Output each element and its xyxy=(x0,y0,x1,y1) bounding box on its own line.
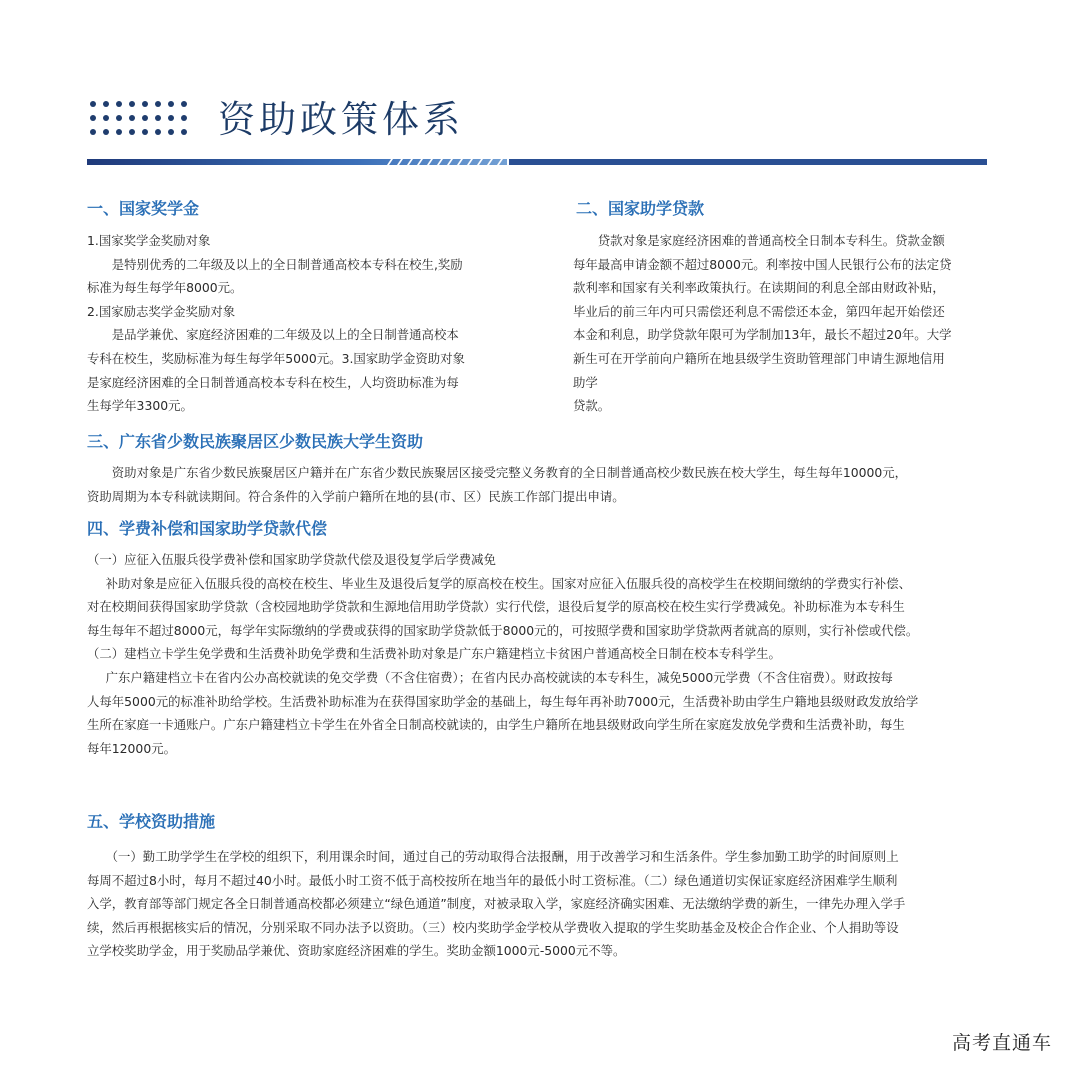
text-line: 本金和利息，助学贷款年限可为学制加13年，最长不超过20年。大学 xyxy=(573,327,952,343)
text-line: 助学 xyxy=(573,374,598,390)
text-line: 每生每年不超过8000元，每学年实际缴纳的学费或获得的国家助学贷款低于8000元的，可按照学费和国家助学贷款两者就高的原则，实行补偿或代偿。 xyxy=(87,622,919,638)
section-heading-student-loan: 二、国家助学贷款 xyxy=(576,199,705,218)
text-line: 续，然后再根据核实后的情况，分别采取不同办法予以资助。（三）校内奖助学金学校从学费收入提取的学生奖助基金及校企合作企业、个人捐助等设 xyxy=(87,919,899,935)
text-line: 贷款。 xyxy=(573,398,611,414)
text-line: 资助周期为本专科就读期间。符合条件的入学前户籍所在地的县(市、区）民族工作部门提出申请。 xyxy=(87,488,625,504)
text-line: 款利率和国家有关利率政策执行。在读期间的利息全部由财政补贴， xyxy=(573,280,945,296)
text-line: 人每年5000元的标准补助给学校。生活费补助标准为在获得国家助学金的基础上，每生每年再补助7000元，生活费补助由学生户籍地县级财政发放给学 xyxy=(87,693,919,709)
text-line: 标准为每生每学年8000元。 xyxy=(87,280,243,296)
text-line: 是特别优秀的二年级及以上的全日制普通高校本专科在校生,奖励 xyxy=(111,256,463,272)
text-line: 是家庭经济困难的全日制普通高校本专科在校生，人均资助标准为每 xyxy=(87,374,459,390)
text-line: （一）应征入伍服兵役学费补偿和国家助学贷款代偿及退役复学后学费减免 xyxy=(87,552,496,567)
text-line: 广东户籍建档立卡在省内公办高校就读的免交学费（不含住宿费）；在省内民办高校就读的本专科生，减免5000元学费（不含住宿费）。财政按每 xyxy=(105,669,893,685)
watermark: 高考直通车 xyxy=(951,1032,1052,1054)
section-body-minority-aid xyxy=(87,461,907,508)
text-line: 生所在家庭一卡通账户。广东户籍建档立卡学生在外省全日制高校就读的，由学生户籍所在地县级财政向学生所在家庭发放免学费和生活费补助，每生 xyxy=(87,717,905,733)
text-line: （二）建档立卡学生免学费和生活费补助免学费和生活费补助对象是广东户籍建档立卡贫困户普通高校全日制在校本专科学生。 xyxy=(87,646,781,662)
title-divider xyxy=(87,159,987,165)
text-line: 毕业后的前三年内可只需偿还利息不需偿还本金，第四年起开始偿还 xyxy=(573,303,945,319)
section-body-tuition-compensation xyxy=(87,548,918,760)
text-line: （一）勤工助学学生在学校的组织下，利用课余时间，通过自己的劳动取得合法报酬，用于改善学习和生活条件。学生参加勤工助学的时间原则上 xyxy=(105,849,899,864)
text-line: 每周不超过8小时，每月不超过40小时。最低小时工资不低于高校按所在地当年的最低小时工资标准。（二）绿色通道切实保证家庭经济困难学生顺利 xyxy=(87,872,898,888)
text-line: 每年最高申请金额不超过8000元。利率按中国人民银行公布的法定贷 xyxy=(573,256,952,272)
page-title: 资助政策体系 xyxy=(218,98,464,141)
text-line: 2.国家励志奖学金奖励对象 xyxy=(87,303,236,319)
dots-decoration-icon xyxy=(90,101,190,137)
section-heading-school-aid: 五、学校资助措施 xyxy=(87,812,216,831)
text-line: 是品学兼优、家庭经济困难的二年级及以上的全日制普通高校本 xyxy=(111,327,459,343)
text-line: 每年12000元。 xyxy=(87,740,176,756)
text-line: 补助对象是应征入伍服兵役的高校在校生、毕业生及退役后复学的原高校在校生。国家对应征入伍服兵役的高校学生在校期间缴纳的学费实行补偿、 xyxy=(105,575,911,591)
section-body-student-loan xyxy=(573,229,951,418)
text-line: 入学，教育部等部门规定各全日制普通高校都必须建立“绿色通道”制度，对被录取入学，家庭经济确实困难、无法缴纳学费的新生，一律先办理入学手 xyxy=(87,896,906,912)
section-body-national-scholarship xyxy=(87,229,465,418)
text-line: 新生可在开学前向户籍所在地县级学生资助管理部门申请生源地信用 xyxy=(573,350,945,366)
text-line: 资助对象是广东省少数民族聚居区户籍并在广东省少数民族聚居区接受完整义务教育的全日制普通高校少数民族在校大学生，每生每年10000元， xyxy=(111,465,908,480)
text-line: 生每学年3300元。 xyxy=(87,398,193,414)
section-heading-minority-aid: 三、广东省少数民族聚居区少数民族大学生资助 xyxy=(87,432,424,451)
text-line: 对在校期间获得国家助学贷款（含校园地助学贷款和生源地信用助学贷款）实行代偿，退役后复学的原高校在校生实行学费减免。补助标准为本专科生 xyxy=(87,599,905,615)
section-body-school-aid xyxy=(87,845,905,963)
section-heading-tuition-compensation: 四、学费补偿和国家助学贷款代偿 xyxy=(87,519,328,538)
text-line: 1.国家奖学金奖励对象 xyxy=(87,233,211,248)
section-heading-national-scholarship: 一、国家奖学金 xyxy=(87,199,200,218)
text-line: 专科在校生，奖励标准为每生每学年5000元。3.国家助学金资助对象 xyxy=(87,350,465,366)
text-line: 立学校奖助学金，用于奖励品学兼优、资助家庭经济困难的学生。奖助金额1000元-5000元不等。 xyxy=(87,943,626,959)
text-line: 贷款对象是家庭经济困难的普通高校全日制本专科生。贷款金额 xyxy=(597,233,945,248)
